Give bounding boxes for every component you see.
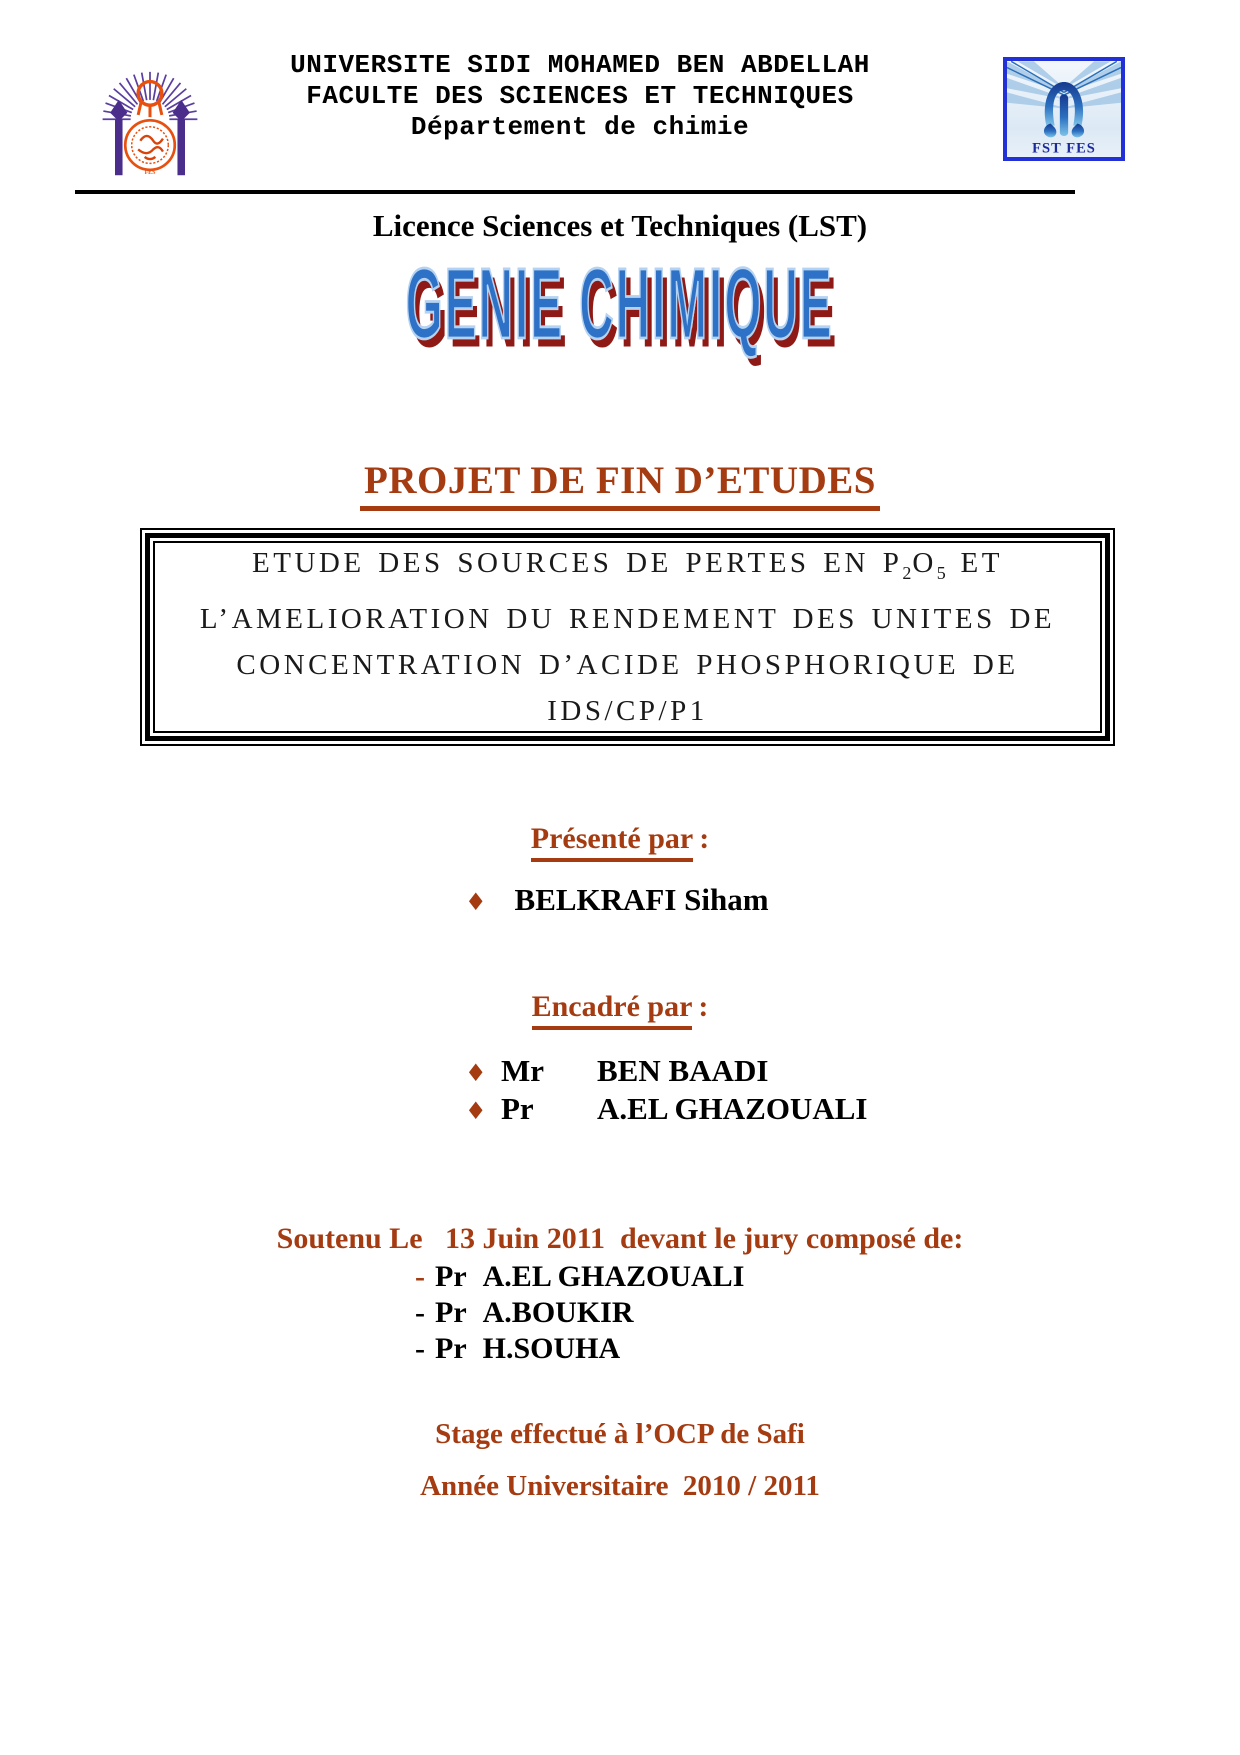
thesis-title-box-inner-border [153, 541, 1102, 733]
jury-dash: - [415, 1296, 425, 1329]
jury-member-title: Pr [435, 1332, 467, 1365]
emblem-right-torch-shaft [177, 119, 185, 175]
jury-list [415, 1260, 744, 1368]
supervisor-name: BEN BAADI [597, 1053, 769, 1088]
fst-logo-caption: FST FES [1032, 140, 1096, 157]
jury-dash: - [415, 1332, 425, 1365]
jury-row [415, 1296, 744, 1332]
thesis-title-box-middle-border [145, 533, 1110, 741]
jury-member-title: Pr [435, 1260, 467, 1293]
program-banner-wrap [0, 247, 1240, 367]
header-divider-rule [75, 190, 1075, 194]
program-banner-wordart: GENIE CHIMIQUE [406, 247, 834, 360]
supervised-by-label: Encadré par [532, 990, 693, 1030]
fst-fes-logo [1003, 57, 1125, 161]
jury-member-title: Pr [435, 1296, 467, 1329]
presented-by-label-wrap [0, 822, 1240, 856]
diamond-bullet-icon: ♦ [465, 888, 487, 916]
emblem-arch-legs [138, 101, 162, 117]
presented-by-label: Présenté par [531, 822, 693, 862]
jury-row [415, 1332, 744, 1368]
emblem-left-torch-shaft [115, 119, 123, 175]
defense-intro-line: Soutenu Le 13 Juin 2011 devant le jury composé de: [276, 1222, 964, 1255]
jury-member-name: A.EL GHAZOUALI [482, 1260, 745, 1293]
author-name: BELKRAFI Siham [514, 882, 769, 917]
diamond-bullet-icon: ♦ [465, 1059, 487, 1087]
faculty-name: FACULTE DES SCIENCES ET TECHNIQUES [306, 81, 854, 111]
diamond-bullet-icon: ♦ [465, 1097, 487, 1125]
thesis-title-box [140, 528, 1115, 746]
supervisor-title: Pr [501, 1091, 534, 1126]
supervisor-row [465, 1053, 867, 1091]
jury-dash: - [415, 1260, 425, 1293]
presented-by-colon: : [699, 822, 710, 855]
academic-year-line: Année Universitaire 2010 / 2011 [420, 1470, 820, 1502]
header-institution-block [225, 50, 935, 143]
supervisor-list [465, 1053, 867, 1129]
jury-row [415, 1260, 744, 1296]
supervisor-name: A.EL GHAZOUALI [597, 1091, 868, 1126]
fst-logo-stem [1060, 94, 1068, 135]
supervisor-title: Mr [501, 1053, 545, 1088]
supervised-by-label-wrap [0, 990, 1240, 1024]
emblem-seal-caption: FES [144, 170, 156, 177]
thesis-title: ETUDE DES SOURCES DE PERTES EN $P_2O_5$ ET L’AMELIORATION DU RENDEMENT DES UNITES DE CONCENTRATION D’ACIDE PHOSPHORIQUE DE IDS/CP/P1 [199, 547, 1056, 727]
jury-member-name: A.BOUKIR [482, 1296, 634, 1329]
presented-author-item [465, 882, 769, 921]
jury-member-name: H.SOUHA [482, 1332, 621, 1365]
university-emblem-icon [95, 46, 205, 186]
emblem-left-torch-head [110, 100, 127, 122]
university-name: UNIVERSITE SIDI MOHAMED BEN ABDELLAH [290, 50, 870, 80]
degree-line: Licence Sciences et Techniques (LST) [372, 208, 868, 243]
fst-fes-logo-icon [1007, 61, 1121, 157]
supervised-by-colon: : [698, 990, 709, 1023]
emblem-right-torch-head [173, 100, 190, 122]
internship-location-line: Stage effectué à l’OCP de Safi [435, 1418, 805, 1450]
supervisor-row [465, 1091, 867, 1129]
emblem-seal-outer-ring [125, 120, 175, 170]
report-heading: PROJET DE FIN D’ETUDES [360, 458, 880, 511]
department-name: Département de chimie [410, 112, 750, 142]
report-heading-wrap [0, 458, 1240, 511]
